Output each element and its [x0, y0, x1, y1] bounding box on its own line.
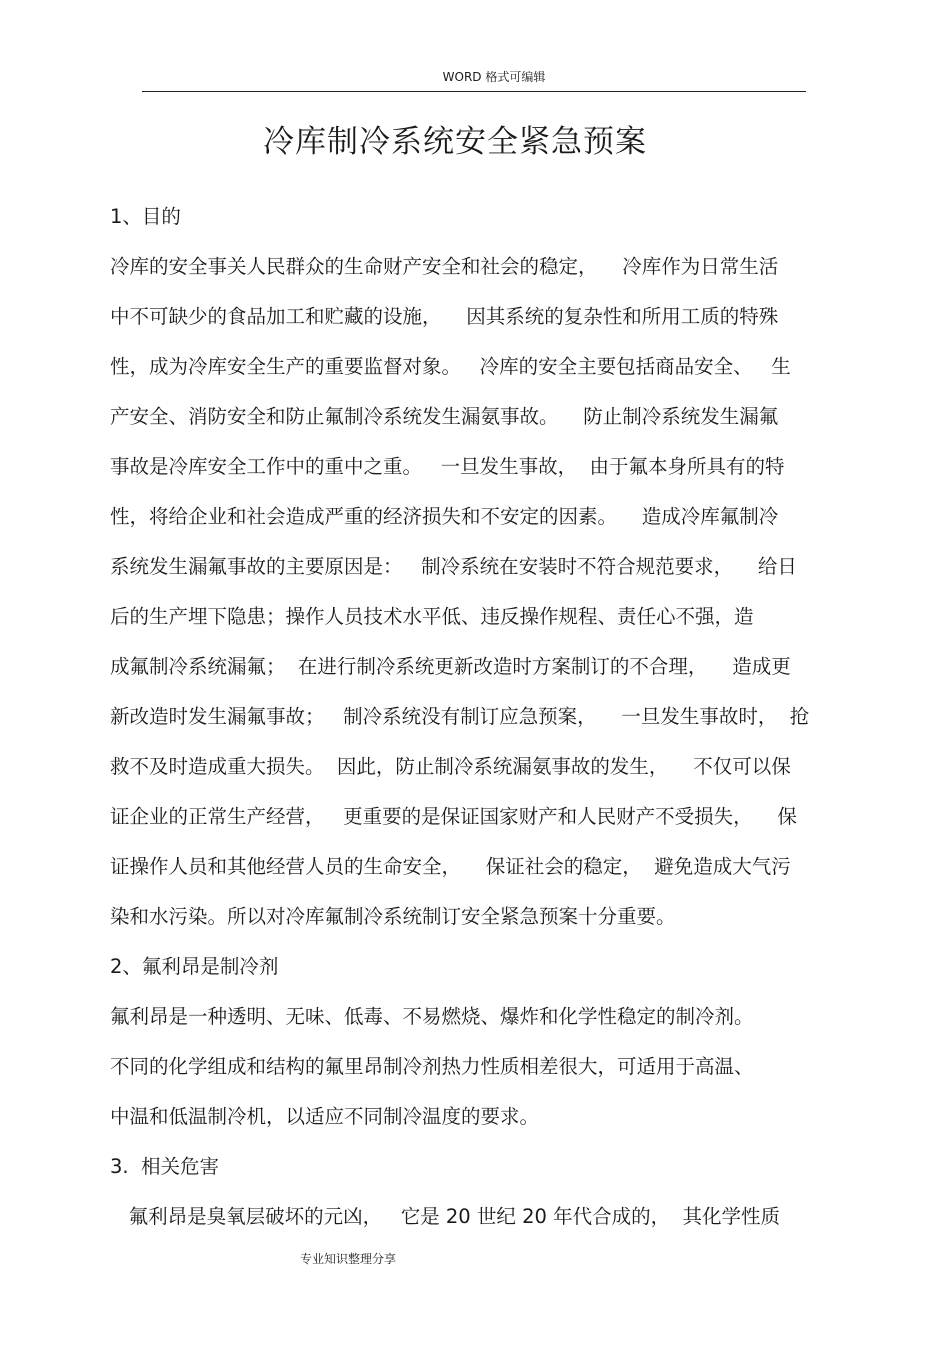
- body-line: 中温和低温制冷机，以适应不同制冷温度的要求。: [110, 1105, 540, 1128]
- page-footer: [300, 1250, 396, 1268]
- document-title: 冷库制冷系统安全紧急预案: [263, 124, 647, 160]
- body-line: 产安全、消防安全和防止氟制冷系统发生漏氨事故。 防止制冷系统发生漏氟: [110, 405, 779, 428]
- section-heading-refrigerant: 2、氟利昂是制冷剂: [110, 955, 279, 978]
- body-line: 证操作人员和其他经营人员的生命安全， 保证社会的稳定， 避免造成大气污: [110, 855, 791, 878]
- body-line: 冷库的安全事关人民群众的生命财产安全和社会的稳定， 冷库作为日常生活: [110, 255, 779, 278]
- body-line: 染和水污染。所以对冷库氟制冷系统制订安全紧急预案十分重要。: [110, 905, 676, 928]
- body-line: 证企业的正常生产经营， 更重要的是保证国家财产和人民财产不受损失， 保: [110, 805, 797, 828]
- body-line: 不同的化学组成和结构的氟里昂制冷剂热力性质相差很大，可适用于高温、: [110, 1055, 754, 1078]
- footer-text: 专业知识整理分享: [300, 1252, 397, 1266]
- header-text: WORD 格式可编辑: [442, 70, 546, 84]
- body-line: 性，成为冷库安全生产的重要监督对象。 冷库的安全主要包括商品安全、 生: [110, 355, 791, 378]
- body-line: 新改造时发生漏氟事故； 制冷系统没有制订应急预案， 一旦发生事故时， 抢: [110, 705, 810, 728]
- body-line: 氟利昂是臭氧层破坏的元凶， 它是 20 世纪 20 年代合成的， 其化学性质: [110, 1205, 781, 1228]
- body-line: 性，将给企业和社会造成严重的经济损失和不安定的因素。 造成冷库氟制冷: [110, 505, 779, 528]
- body-line: 中不可缺少的食品加工和贮藏的设施， 因其系统的复杂性和所用工质的特殊: [110, 305, 779, 328]
- document-body: [110, 192, 840, 1242]
- section-heading-hazards: 3. 相关危害: [110, 1155, 220, 1178]
- page-header: [142, 66, 806, 92]
- body-line: 后的生产埋下隐患；操作人员技术水平低、违反操作规程、责任心不强，造: [110, 605, 754, 628]
- body-line: 氟利昂是一种透明、无味、低毒、不易燃烧、爆炸和化学性稳定的制冷剂。: [110, 1005, 754, 1028]
- body-line: 系统发生漏氟事故的主要原因是： 制冷系统在安装时不符合规范要求， 给日: [110, 555, 797, 578]
- section-heading-purpose: 1、目的: [110, 205, 181, 228]
- body-line: 成氟制冷系统漏氟； 在进行制冷系统更新改造时方案制订的不合理， 造成更: [110, 655, 791, 678]
- body-line: 事故是冷库安全工作中的重中之重。 一旦发生事故， 由于氟本身所具有的特: [110, 455, 785, 478]
- body-line: 救不及时造成重大损失。 因此，防止制冷系统漏氨事故的发生， 不仅可以保: [110, 755, 791, 778]
